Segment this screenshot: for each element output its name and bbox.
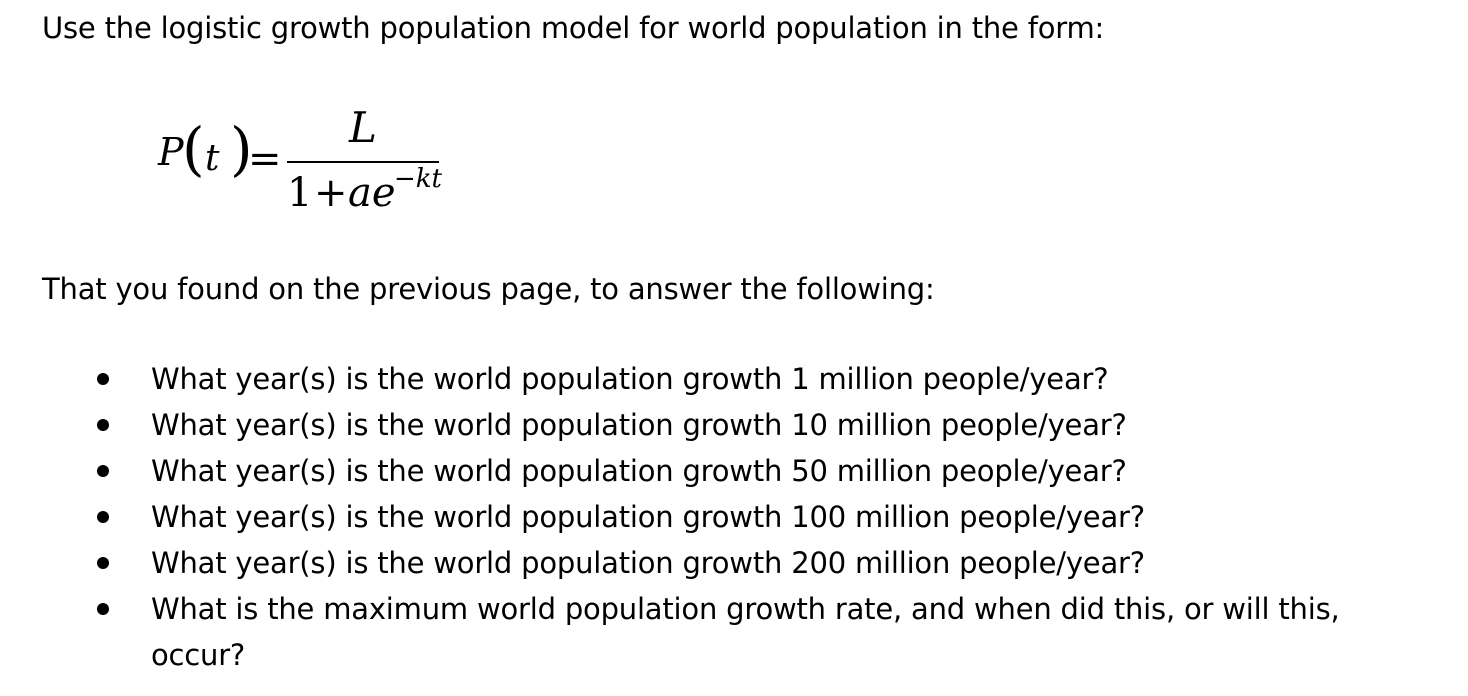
question-text: What year(s) is the world population growth 1 million people/year? (151, 362, 1109, 396)
formula-denominator-base: ae (348, 170, 396, 216)
lead-text: That you found on the previous page, to answer the following: (42, 272, 935, 306)
bullet-icon (97, 557, 109, 569)
formula-function-name: P (158, 130, 184, 174)
formula-fraction-bar (287, 161, 439, 163)
intro-text: Use the logistic growth population model for world population in the form: (42, 11, 1105, 45)
formula-left-paren: ( (182, 115, 205, 183)
formula-equals: = (248, 136, 282, 182)
bullet-icon (97, 419, 109, 431)
bullet-icon (97, 373, 109, 385)
question-text: What year(s) is the world population growth 10 million people/year? (151, 408, 1127, 442)
logistic-formula (154, 100, 454, 230)
bullet-icon (97, 603, 109, 615)
formula-numerator: L (349, 103, 377, 152)
bullet-icon (97, 511, 109, 523)
question-text: What year(s) is the world population growth 200 million people/year? (151, 546, 1145, 580)
bullet-icon (97, 465, 109, 477)
formula-variable: t (205, 138, 220, 179)
formula-right-paren: ) (230, 115, 253, 183)
formula-exponent: −kt (394, 164, 442, 194)
question-text: What year(s) is the world population growth 50 million people/year? (151, 454, 1127, 488)
formula-denominator-plus: + (314, 170, 348, 216)
question-text: What year(s) is the world population growth 100 million people/year? (151, 500, 1145, 534)
question-text: What is the maximum world population growth rate, and when did this, or will this, occur? (151, 592, 1340, 672)
formula-denominator-one: 1 (287, 170, 313, 216)
